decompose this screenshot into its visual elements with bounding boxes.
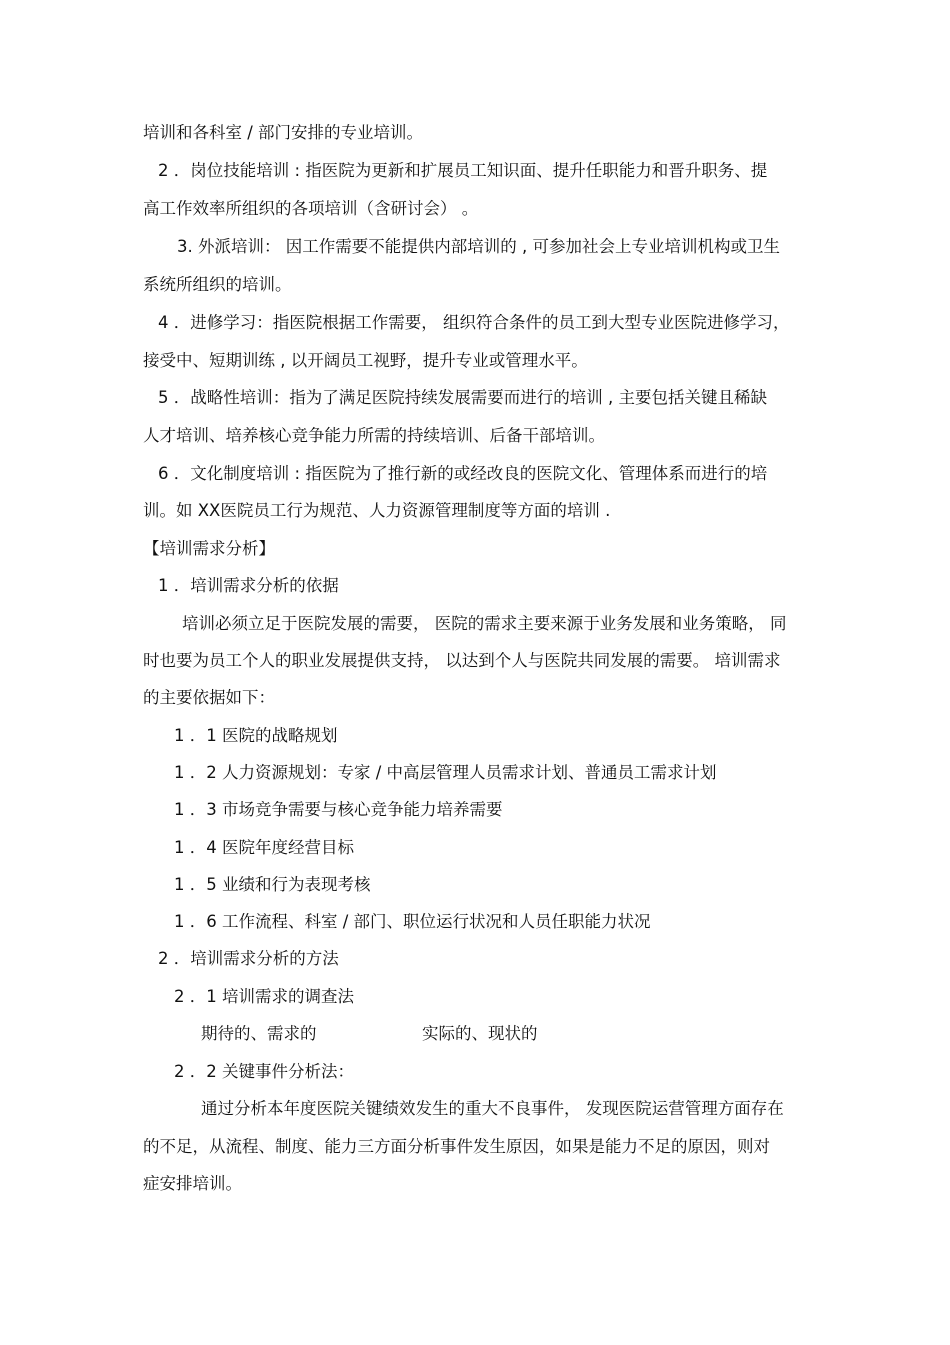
paragraph-line: 的不足，从流程、制度、能力三方面分析事件发生原因，如果是能力不足的原因，则对 bbox=[143, 1137, 770, 1156]
list-item: 2 ．岗位技能培训 : 指医院为更新和扩展员工知识面、提升任职能力和晋升职务、提 bbox=[158, 161, 768, 180]
list-item: 2 ．1 培训需求的调查法 bbox=[174, 987, 354, 1006]
paragraph-line: 系统所组织的培训。 bbox=[143, 275, 292, 294]
paragraph-line: 症安排培训。 bbox=[143, 1174, 242, 1193]
list-item: 1 ．4 医院年度经营目标 bbox=[174, 838, 354, 857]
paragraph-line: 人才培训、培养核心竞争能力所需的持续培训、后备干部培训。 bbox=[143, 426, 605, 445]
paragraph-line: 接受中、短期训练 , 以开阔员工视野，提升专业或管理水平。 bbox=[143, 351, 588, 370]
list-item: 1 ．2 人力资源规划：专家 / 中高层管理人员需求计划、普通员工需求计划 bbox=[174, 763, 717, 782]
list-item: 6 ．文化制度培训 : 指医院为了推行新的或经改良的医院文化、管理体系而进行的培 bbox=[158, 464, 768, 483]
paragraph-line: 训。如 XX医院员工行为规范、人力资源管理制度等方面的培训 . bbox=[143, 501, 611, 520]
paragraph-line: 培训和各科室 / 部门安排的专业培训。 bbox=[143, 123, 424, 142]
list-item: 1 ．1 医院的战略规划 bbox=[174, 726, 338, 745]
list-item: 2 ．2 关键事件分析法： bbox=[174, 1062, 354, 1081]
paragraph-line: 培训必须立足于医院发展的需要， 医院的需求主要来源于业务发展和业务策略， 同 bbox=[182, 614, 787, 633]
list-item: 1 ．5 业绩和行为表现考核 bbox=[174, 875, 371, 894]
list-item: 1 ．3 市场竞争需要与核心竞争能力培养需要 bbox=[174, 800, 503, 819]
subsection-heading: 2 ．培训需求分析的方法 bbox=[158, 949, 339, 968]
method-label: 期待的、需求的 bbox=[201, 1024, 317, 1043]
list-item: 4 ．进修学习：指医院根据工作需要， 组织符合条件的员工到大型专业医院进修学习， bbox=[158, 313, 790, 332]
list-item: 1 ．6 工作流程、科室 / 部门、职位运行状况和人员任职能力状况 bbox=[174, 912, 651, 931]
paragraph-line: 通过分析本年度医院关键绩效发生的重大不良事件， 发现医院运营管理方面存在 bbox=[201, 1099, 784, 1118]
section-heading: 【培训需求分析】 bbox=[143, 539, 275, 558]
method-label: 实际的、现状的 bbox=[422, 1024, 538, 1043]
paragraph-line: 高工作效率所组织的各项培训（含研讨会） 。 bbox=[143, 199, 479, 218]
subsection-heading: 1 ．培训需求分析的依据 bbox=[158, 576, 339, 595]
list-item: 3. 外派培训： 因工作需要不能提供内部培训的 , 可参加社会上专业培训机构或卫生 bbox=[177, 237, 780, 256]
paragraph-line: 的主要依据如下： bbox=[143, 688, 275, 707]
list-item: 5 ．战略性培训：指为了满足医院持续发展需要而进行的培训 , 主要包括关键且稀缺 bbox=[158, 388, 767, 407]
paragraph-line: 时也要为员工个人的职业发展提供支持， 以达到个人与医院共同发展的需要。 培训需求 bbox=[143, 651, 781, 670]
